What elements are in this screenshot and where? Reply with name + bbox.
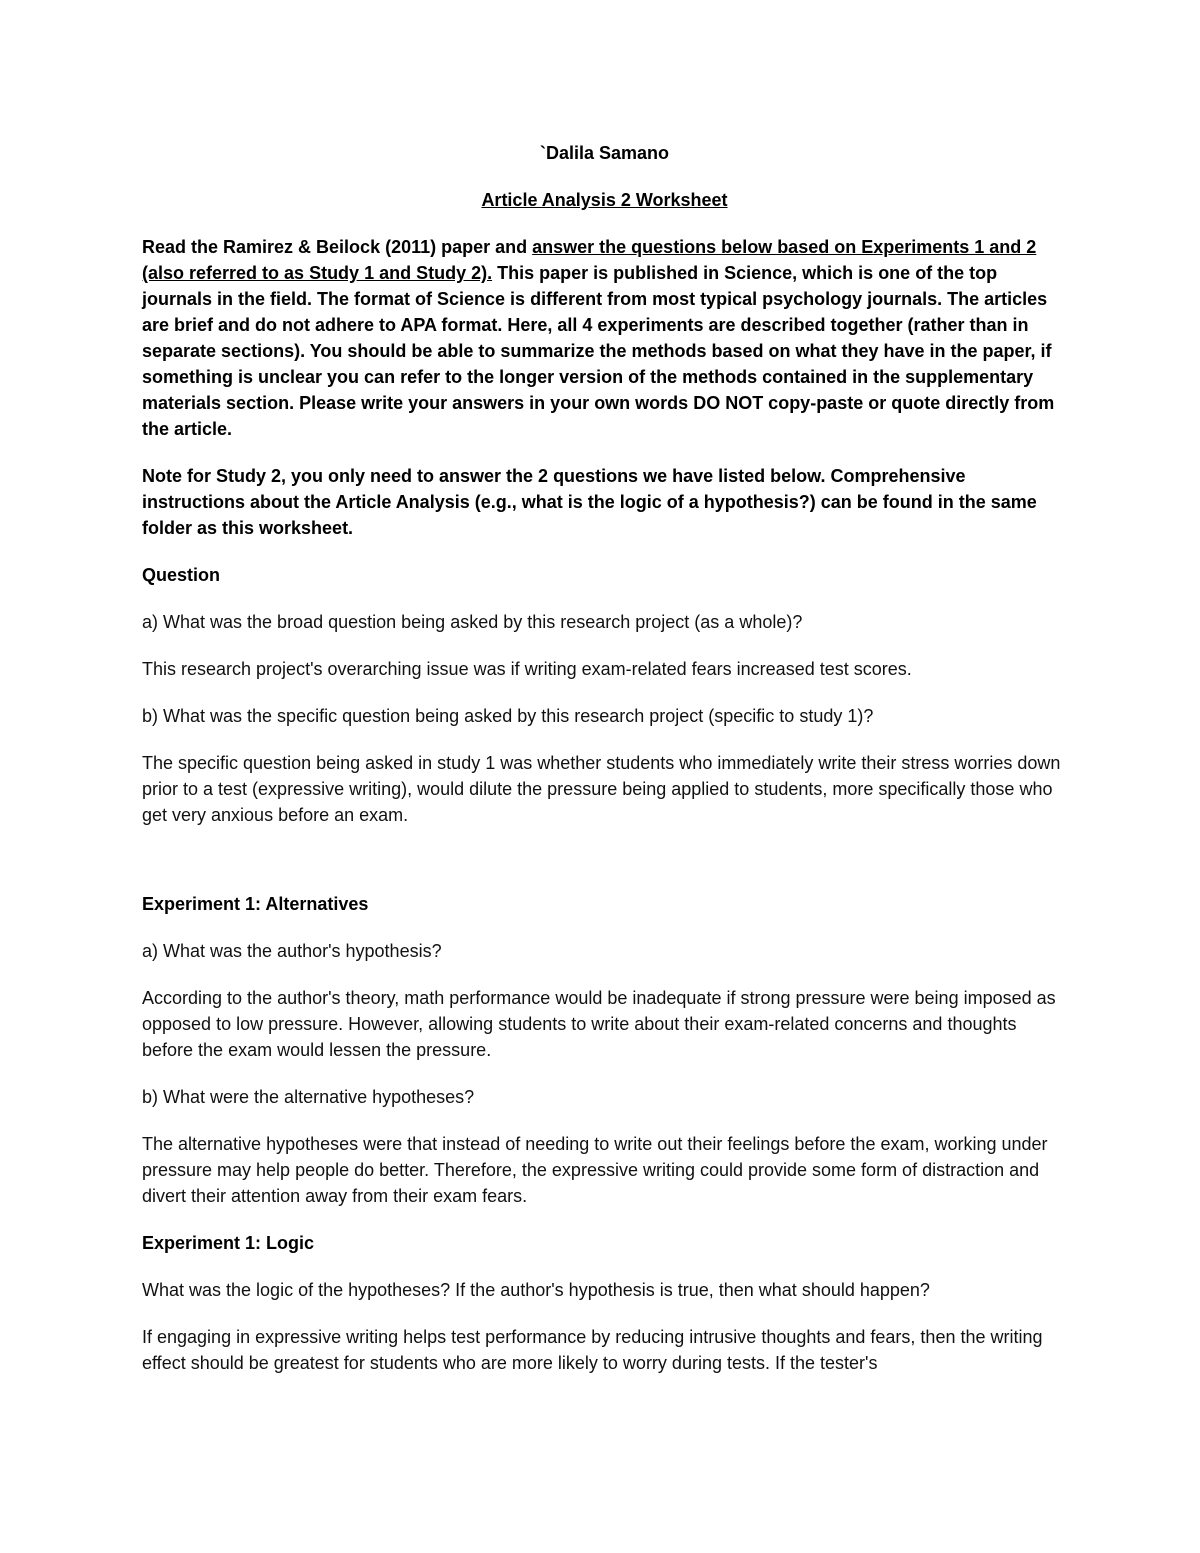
instructions-underlined-text: answer the questions below based on Experiments 1 and 2 (also referred to as Study 1 and Study 2).	[142, 237, 1037, 283]
answer-b: The specific question being asked in study 1 was whether students who immediately write their stress worries down prior to a test (expressive writing), would dilute the pressure being applied to students, more specifically those who get very anxious before an exam.	[142, 753, 1061, 825]
document-page	[142, 140, 1067, 1397]
question-heading: Question	[142, 565, 221, 585]
instructions-paragraph	[142, 234, 1067, 442]
spacer	[142, 849, 1067, 891]
hypothesis-question: a) What was the author's hypothesis?	[142, 941, 442, 961]
alternatives-answer: The alternative hypotheses were that instead of needing to write out their feelings before the exam, working under pressure may help people do better. Therefore, the expressive writing could provide some form of distraction and divert their attention away from their exam fears.	[142, 1134, 1048, 1206]
logic-question: What was the logic of the hypotheses? If the author's hypothesis is true, then what should happen?	[142, 1280, 930, 1300]
alternatives-question: b) What were the alternative hypotheses?	[142, 1087, 475, 1107]
instructions-text-1: Read the Ramirez & Beilock (2011) paper and	[142, 237, 533, 257]
answer-a: This research project's overarching issue was if writing exam-related fears increased test scores.	[142, 659, 912, 679]
alternatives-heading: Experiment 1: Alternatives	[142, 894, 369, 914]
question-b: b) What was the specific question being asked by this research project (specific to study 1)?	[142, 706, 874, 726]
author-name: `Dalila Samano	[539, 143, 670, 163]
note-paragraph: Note for Study 2, you only need to answer the 2 questions we have listed below. Comprehensive instructions about the Article Analysis (e.g., what is the logic of a hypothesis?) can be found in the same folder as this worksheet.	[142, 466, 1037, 538]
logic-heading: Experiment 1: Logic	[142, 1233, 315, 1253]
logic-answer: If engaging in expressive writing helps test performance by reducing intrusive thoughts and fears, then the writing effect should be greatest for students who are more likely to worry during tests. If the tester's	[142, 1327, 1043, 1373]
instructions-text-3: This paper is published in Science, which is one of the top journals in the field. The format of Science is different from most typical psychology journals. The articles are brief and do not adhere to APA format. Here, all 4 experiments are described together (rather than in separate sections). You should be able to summarize the methods based on what they have in the paper, if something is unclear you can refer to the longer version of the methods contained in the supplementary materials section. Please write your answers in your own words DO NOT copy-paste or quote directly from the article.	[142, 263, 1055, 439]
question-a: a) What was the broad question being asked by this research project (as a whole)?	[142, 612, 803, 632]
hypothesis-answer: According to the author's theory, math performance would be inadequate if strong pressure were being imposed as opposed to low pressure. However, allowing students to write about their exam-related concerns and thoughts before the exam would lessen the pressure.	[142, 988, 1056, 1060]
worksheet-title: Article Analysis 2 Worksheet	[481, 190, 728, 210]
